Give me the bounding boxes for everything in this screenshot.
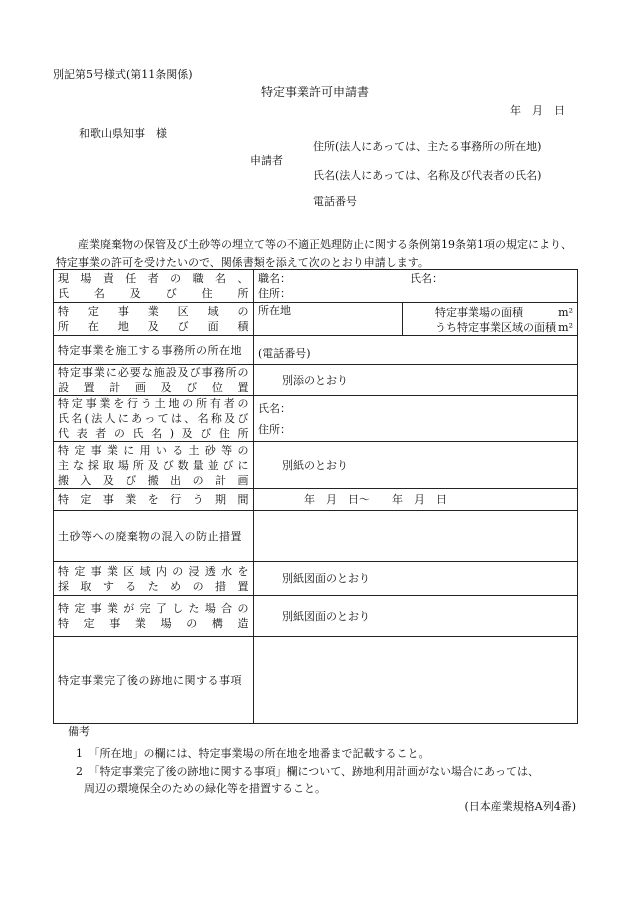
owner-value: [254, 396, 578, 442]
table-row: [54, 637, 578, 724]
soil-value: 別紙のとおり: [254, 442, 578, 489]
waste-prevention-label: 土砂等への廃棄物の混入の防止措置: [54, 511, 254, 562]
office-phone-field[interactable]: (電話番号): [254, 336, 578, 365]
table-row: [54, 365, 578, 396]
table-row: [54, 489, 578, 511]
structure-label: 特定事業が完了した場合の 特定事業場の構造: [54, 596, 254, 637]
application-table: [53, 269, 578, 724]
applicant-name: 氏名(法人にあっては、名称及び代表者の氏名): [313, 169, 542, 182]
site-area-label: 特定事業場の面積: [435, 306, 523, 319]
water-label: 特定事業区域内の浸透水を 採取するための措置: [54, 562, 254, 596]
zone-area-label: うち特定事業区域の面積: [435, 321, 556, 334]
structure-value: 別紙図面のとおり: [254, 596, 578, 637]
table-row: [54, 562, 578, 596]
applicant-address: 住所(法人にあっては、主たる事務所の所在地): [313, 140, 542, 153]
table-row: [54, 511, 578, 562]
table-row: [54, 303, 578, 336]
period-label: 特定事業を行う期間: [54, 489, 254, 511]
after-use-label: 特定事業完了後の跡地に関する事項: [54, 637, 254, 724]
manager-name-field[interactable]: 氏名：: [410, 272, 443, 285]
table-row: [54, 442, 578, 489]
date-line: 年 月 日: [510, 104, 565, 117]
location-field[interactable]: 所在地: [254, 303, 403, 335]
applicant-phone: 電話番号: [313, 195, 357, 208]
job-title-field[interactable]: 職名：: [258, 272, 291, 285]
table-row: [54, 336, 578, 365]
manager-address-field[interactable]: 住所：: [258, 287, 291, 300]
note-2: 2 「特定事業完了後の跡地に関する事項」欄について、跡地利用計画がない場合にあっては、: [76, 765, 539, 778]
unit-label: m²: [558, 321, 573, 334]
manager-value: [254, 270, 578, 303]
unit-label: m²: [558, 306, 573, 319]
note-1: 1 「所在地」の欄には、特定事業場の所在地を地番まで記載すること。: [76, 747, 430, 760]
paper-standard: (日本産業規格A列4番): [464, 800, 576, 813]
owner-address-field[interactable]: 住所：: [258, 422, 291, 436]
note-2-continued: 周辺の環境保全のための緑化等を措置すること。: [84, 782, 326, 795]
water-value: 別紙図面のとおり: [254, 562, 578, 596]
facilities-value: 別添のとおり: [254, 365, 578, 396]
after-use-value[interactable]: [254, 637, 578, 724]
owner-name-field[interactable]: 氏名：: [258, 401, 291, 415]
form-number-label: 別記第5号様式(第11条関係): [53, 68, 193, 81]
addressee: 和歌山県知事 様: [79, 127, 167, 140]
notes-heading: 備考: [68, 725, 90, 738]
area-label: 特定事業区域の 所在地及び面積: [54, 303, 254, 336]
office-label: 特定事業を施工する事務所の所在地: [54, 336, 254, 365]
owner-label: 特定事業を行う土地の所有者の 氏名(法人にあっては、名称及び 代表者の氏名)及び住所: [54, 396, 254, 442]
table-row: [54, 596, 578, 637]
applicant-label: 申請者: [250, 154, 283, 167]
period-value[interactable]: 年 月 日～ 年 月 日: [254, 489, 578, 511]
area-value: [254, 303, 578, 336]
manager-label: 現場責任者の職名、 氏名及び住所: [54, 270, 254, 303]
table-row: [54, 396, 578, 442]
soil-label: 特定事業に用いる土砂等の 主な採取場所及び数量並びに 搬入及び搬出の計画: [54, 442, 254, 489]
facilities-label: 特定事業に必要な施設及び事務所の 設置計画及び位置: [54, 365, 254, 396]
waste-prevention-value[interactable]: [254, 511, 578, 562]
table-row: [54, 270, 578, 303]
document-title: 特定事業許可申請書: [260, 85, 369, 99]
application-statement: 産業廃棄物の保管及び土砂等の埋立て等の不適正処理防止に関する条例第19条第1項の規定により、特定事業の許可を受けたいので、関係書類を添えて次のとおり申請します。: [56, 238, 572, 269]
